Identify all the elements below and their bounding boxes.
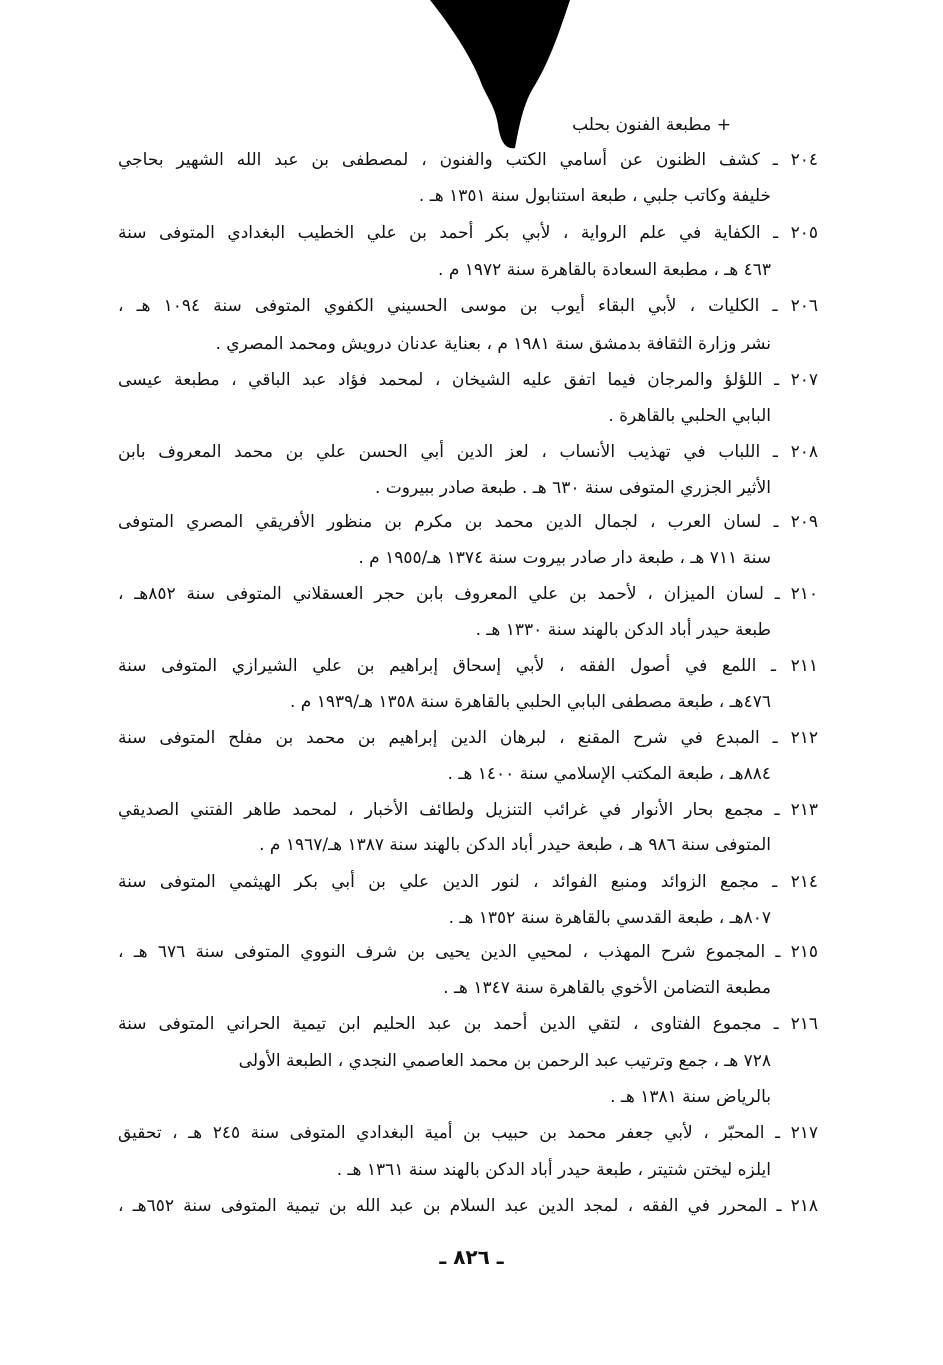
entry-continuation-line: البابي الحلبي بالقاهرة . (608, 406, 771, 426)
entry-continuation-line: خليفة وكاتب جلبي ، طبعة استنابول سنة ١٣٥١ هـ . (418, 186, 771, 206)
entry-continuation-line: مطبعة التضامن الأخوي بالقاهرة سنة ١٣٤٧ هـ . (443, 978, 771, 998)
entry-first-line: ٢١١ ـ اللمع في أصول الفقه ، لأبي إسحاق إبراهيم بن علي الشيرازي المتوفى سنة (118, 656, 818, 676)
entry-continuation-line: بالرياض سنة ١٣٨١ هـ . (610, 1087, 771, 1107)
entry-first-line: ٢٠٦ ـ الكليات ، لأبي البقاء أيوب بن موسى الحسيني الكفوي المتوفى سنة ١٠٩٤ هـ ، (118, 296, 818, 316)
entry-continuation-line: ايلزه ليختن شتيتر ، طبعة حيدر أباد الدكن بالهند سنة ١٣٦١ هـ . (336, 1160, 771, 1180)
entry-continuation-line: سنة ٧١١ هـ ، طبعة دار صادر بيروت سنة ١٣٧٤ هـ/١٩٥٥ م . (358, 548, 771, 568)
entry-first-line: ٢١٥ ـ المجموع شرح المهذب ، لمحيي الدين يحيى بن شرف النووي المتوفى سنة ٦٧٦ هـ ، (118, 942, 818, 962)
entry-continuation-line: ٨٨٤هـ ، طبعة المكتب الإسلامي سنة ١٤٠٠ هـ . (447, 764, 771, 784)
entry-first-line: ٢١٠ ـ لسان الميزان ، لأحمد بن علي المعروف بابن حجر العسقلاني المتوفى سنة ٨٥٢هـ ، (118, 584, 819, 604)
scan-ink-blot (430, 0, 570, 150)
entry-continuation-line: ٤٧٦هـ ، طبعة مصطفى البابي الحلبي بالقاهرة سنة ١٣٥٨ هـ/١٩٣٩ م . (289, 692, 771, 712)
entry-first-line: ٢١٢ ـ المبدع في شرح المقنع ، لبرهان الدين إبراهيم بن محمد بن مفلح المتوفى سنة (118, 728, 818, 748)
entry-first-line: ٢٠٤ ـ كشف الظنون عن أسامي الكتب والفنون ، لمصطفى بن عبد الله الشهير بحاجي (118, 150, 818, 170)
entry-first-line: ٢١٤ ـ مجمع الزوائد ومنبع الفوائد ، لنور الدين علي بن أبي بكر الهيثمي المتوفى سنة (118, 872, 818, 892)
entry-first-line: ٢١٦ ـ مجموع الفتاوى ، لتقي الدين أحمد بن عبد الحليم ابن تيمية الحراني المتوفى سنة (118, 1014, 818, 1034)
entry-continuation-line: ٤٦٣ هـ ، مطبعة السعادة بالقاهرة سنة ١٩٧٢ م . (438, 260, 771, 280)
entry-first-line: ٢٠٩ ـ لسان العرب ، لجمال الدين محمد بن مكرم بن منظور الأفريقي المصري المتوفى (118, 512, 818, 532)
entry-continuation-line: ٧٢٨ هـ ، جمع وترتيب عبد الرحمن بن محمد العاصمي النجدي ، الطبعة الأولى (238, 1051, 771, 1071)
page-number: ـ ٨٢٦ ـ (439, 1245, 504, 1269)
entry-continuation-line: طبعة حيدر أباد الدكن بالهند سنة ١٣٣٠ هـ . (475, 620, 771, 640)
carryover-line: + مطبعة الفنون بحلب (572, 115, 731, 135)
entry-continuation-line: نشر وزارة الثقافة بدمشق سنة ١٩٨١ م ، بعناية عدنان درويش ومحمد المصري . (215, 334, 771, 354)
entry-first-line: ٢١٣ ـ مجمع بحار الأنوار في غرائب التنزيل ولطائف الأخبار ، لمحمد طاهر الفتني الصديقي (118, 800, 818, 820)
entry-first-line: ٢٠٨ ـ اللباب في تهذيب الأنساب ، لعز الدين أبي الحسن علي بن محمد المعروف بابن (118, 442, 818, 462)
entry-continuation-line: ٨٠٧هـ ، طبعة القدسي بالقاهرة سنة ١٣٥٢ هـ . (448, 908, 771, 928)
entry-first-line: ٢١٧ ـ المحبّر ، لأبي جعفر محمد بن حبيب بن أمية البغدادي المتوفى سنة ٢٤٥ هـ ، تحقيق (118, 1123, 818, 1143)
entry-continuation-line: الأثير الجزري المتوفى سنة ٦٣٠ هـ . طبعة صادر ببيروت . (374, 478, 771, 498)
entry-first-line: ٢٠٥ ـ الكفاية في علم الرواية ، لأبي بكر أحمد بن علي الخطيب البغدادي المتوفى سنة (118, 223, 818, 243)
entry-first-line: ٢١٨ ـ المحرر في الفقه ، لمجد الدين عبد السلام بن عبد الله بن تيمية المتوفى سنة ٦٥٢هـ ، (118, 1196, 818, 1216)
entry-continuation-line: المتوفى سنة ٩٨٦ هـ ، طبعة حيدر أباد الدكن بالهند سنة ١٣٨٧ هـ/١٩٦٧ م . (259, 835, 771, 855)
entry-first-line: ٢٠٧ ـ اللؤلؤ والمرجان فيما اتفق عليه الشيخان ، لمحمد فؤاد عبد الباقي ، مطبعة عيسى (118, 370, 818, 390)
